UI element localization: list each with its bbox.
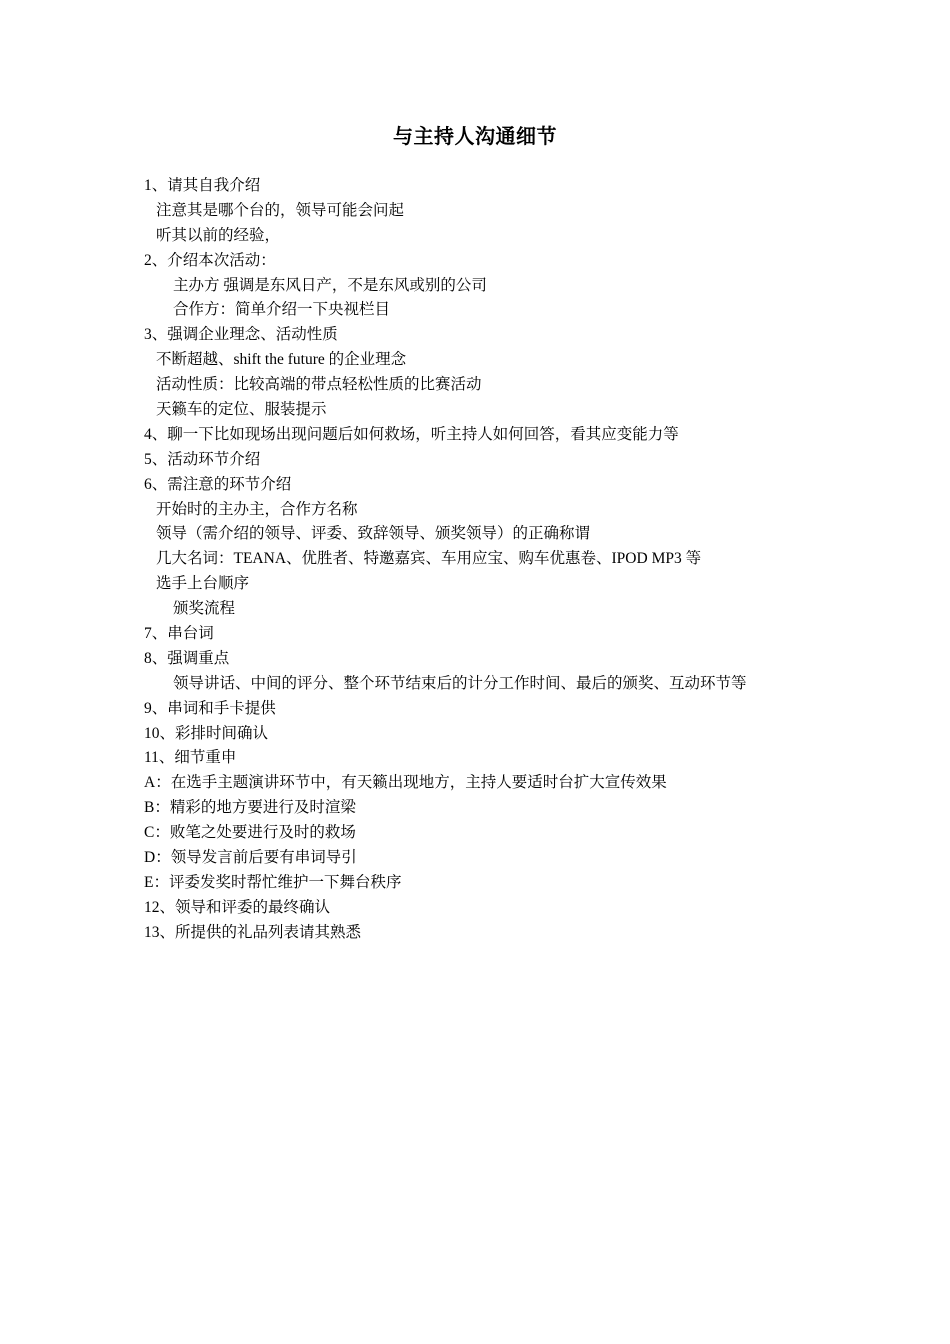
document-line: 11、细节重申	[144, 749, 237, 767]
document-line: D：领导发言前后要有串词导引	[144, 849, 357, 867]
document-line: 7、串台词	[144, 625, 214, 643]
document-line: 领导（需介绍的领导、评委、致辞领导、颁奖领导）的正确称谓	[156, 525, 591, 543]
document-line: 3、强调企业理念、活动性质	[144, 326, 338, 344]
document-line: 活动性质：比较高端的带点轻松性质的比赛活动	[156, 376, 482, 394]
document-line: 选手上台顺序	[156, 575, 250, 593]
document-line: 主办方 强调是东风日产，不是东风或别的公司	[173, 276, 487, 294]
document-line: 2、介绍本次活动：	[144, 251, 276, 269]
document-line: 领导讲话、中间的评分、整个环节结束后的计分工作时间、最后的颁奖、互动环节等	[173, 674, 747, 692]
document-line: 开始时的主办主，合作方名称	[156, 500, 358, 518]
document-line: 合作方：简单介绍一下央视栏目	[173, 301, 391, 319]
document-line: 4、聊一下比如现场出现问题后如何救场，听主持人如何回答，看其应变能力等	[144, 425, 679, 443]
document-line: 不断超越、shift the future 的企业理念	[156, 351, 407, 369]
document-line: 几大名词：TEANA、优胜者、特邀嘉宾、车用应宝、购车优惠卷、IPOD MP3 等	[156, 550, 702, 568]
document-line: 12、领导和评委的最终确认	[144, 898, 331, 916]
document-line: 10、彩排时间确认	[144, 724, 269, 742]
document-line: C：败笔之处要进行及时的救场	[144, 824, 356, 842]
document-line: 注意其是哪个台的，领导可能会问起	[156, 201, 405, 219]
document-line: 1、请其自我介绍	[144, 177, 261, 194]
document-line: 颁奖流程	[173, 600, 236, 618]
document-line: E：评委发奖时帮忙维护一下舞台秩序	[144, 873, 402, 891]
document-line: 9、串词和手卡提供	[144, 699, 276, 717]
document-line: B：精彩的地方要进行及时渲梁	[144, 799, 356, 817]
document-line: 8、强调重点	[144, 649, 230, 667]
document-body	[144, 174, 844, 946]
document-line: 6、需注意的环节介绍	[144, 475, 292, 493]
document-title: 与主持人沟通细节	[393, 126, 557, 148]
document-line: 天籁车的定位、服装提示	[156, 401, 327, 419]
document-line: 听其以前的经验，	[156, 226, 281, 244]
document-line: 13、所提供的礼品列表请其熟悉	[144, 923, 362, 941]
document-line: A：在选手主题演讲环节中，有天籁出现地方，主持人要适时台扩大宣传效果	[144, 774, 667, 792]
document-line: 5、活动环节介绍	[144, 450, 261, 468]
